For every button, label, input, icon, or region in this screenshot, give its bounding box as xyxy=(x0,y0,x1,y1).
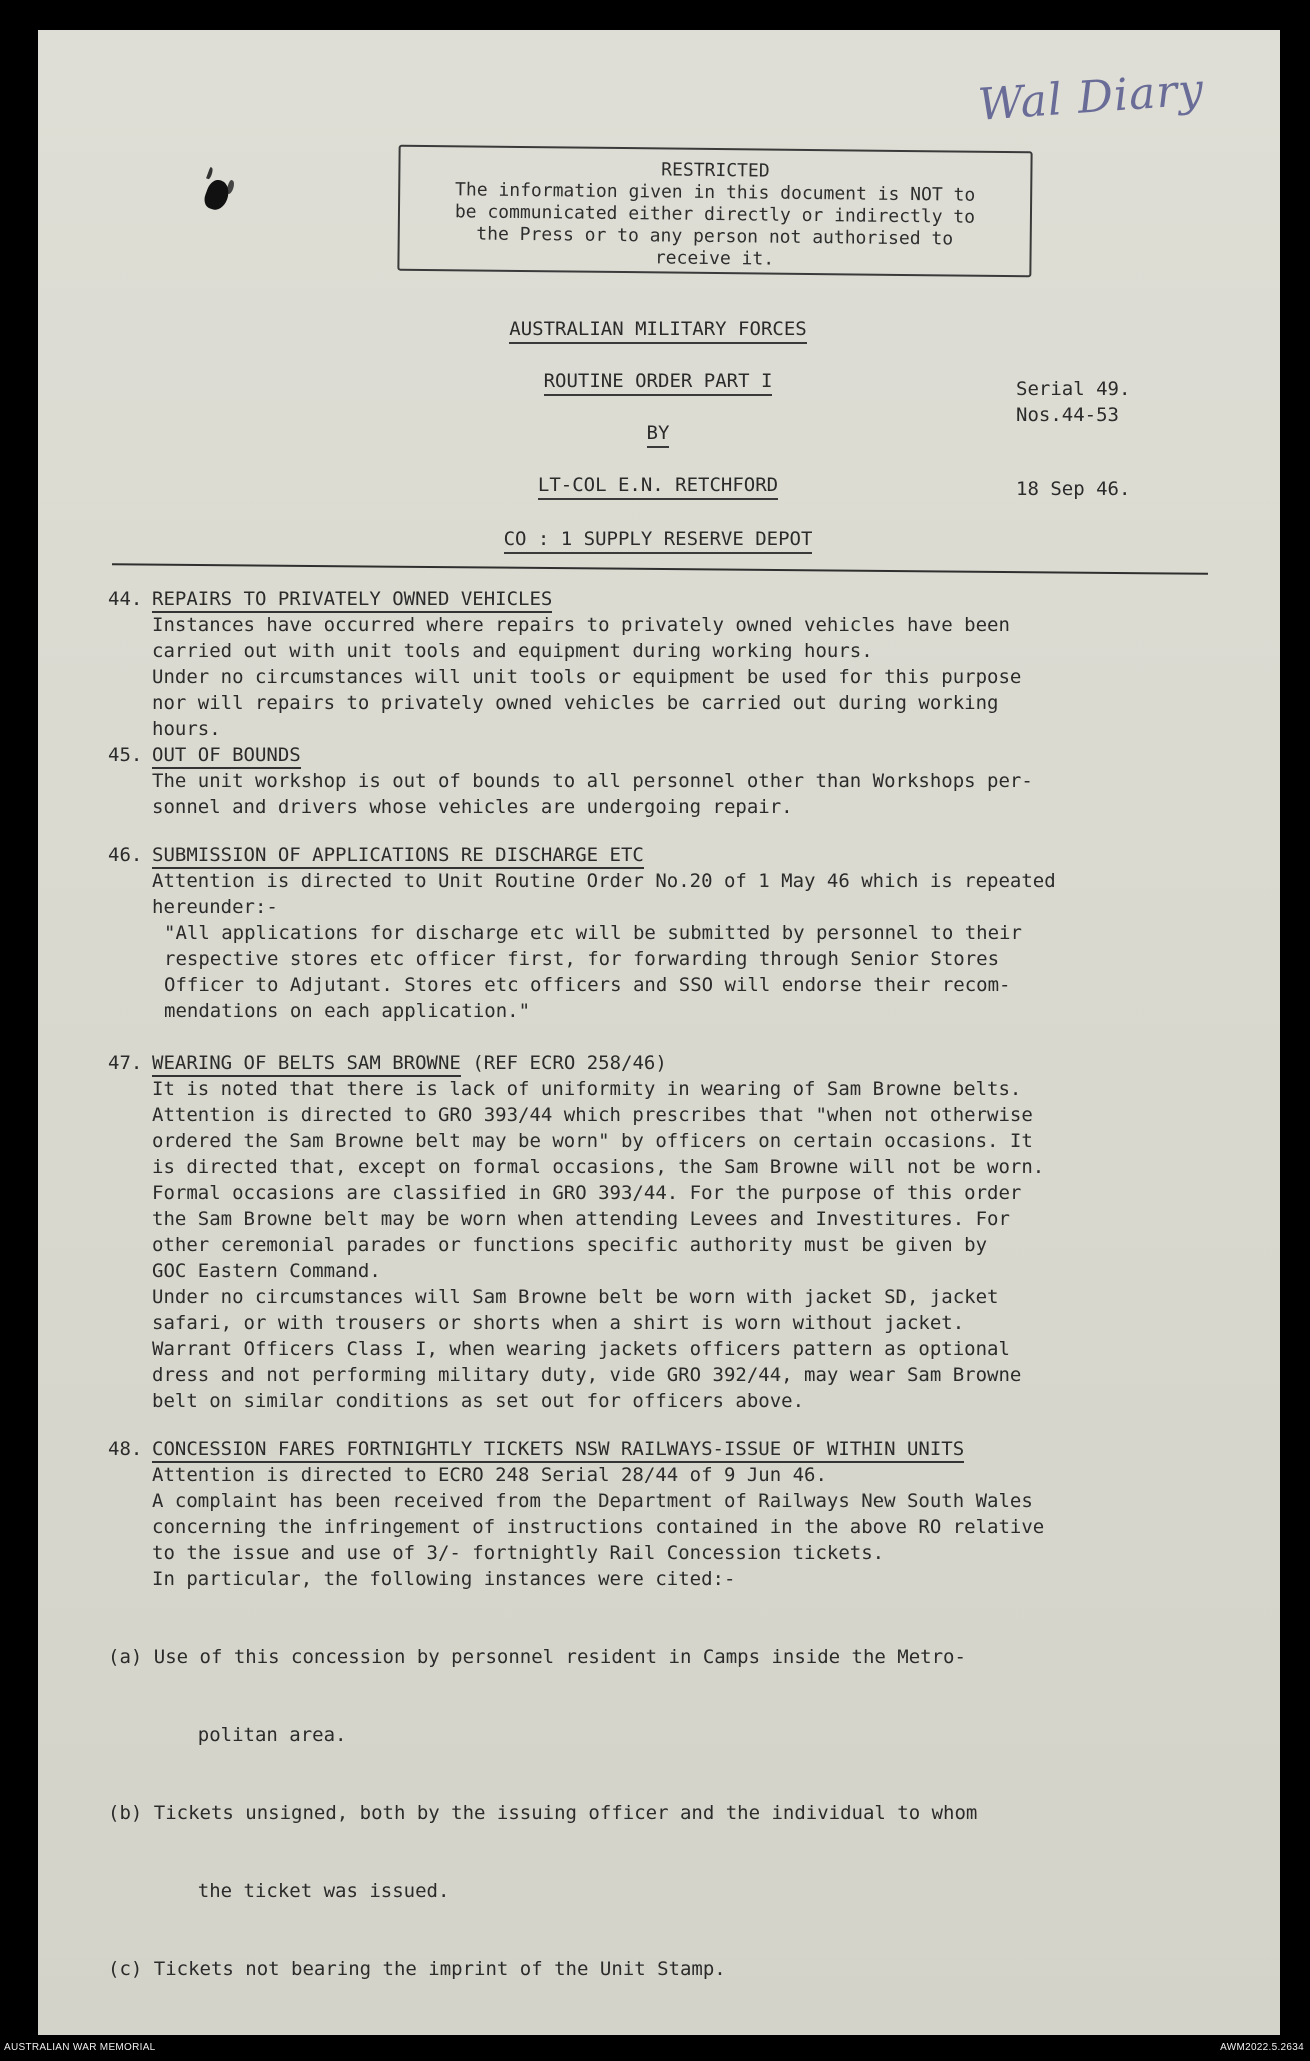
order-line: Under no circumstances will Sam Browne belt be worn with jacket SD, jacket xyxy=(152,1286,999,1308)
restricted-stamp xyxy=(397,145,1032,278)
stamp-title: RESTRICTED xyxy=(661,159,770,182)
paper-hole xyxy=(202,177,233,213)
order-line: GOC Eastern Command. xyxy=(152,1260,381,1282)
archive-credit: AUSTRALIAN WAR MEMORIAL xyxy=(4,2042,156,2053)
order-title: SUBMISSION OF APPLICATIONS RE DISCHARGE ETC xyxy=(152,842,644,868)
quoted-order xyxy=(152,920,1232,1024)
quote-line: Officer to Adjutant. Stores etc officers and SSO will endorse their recom- xyxy=(164,974,1011,996)
order-body xyxy=(152,768,1232,820)
order-line: nor will repairs to privately owned vehicles be carried out during working xyxy=(152,692,999,714)
document-page xyxy=(38,30,1280,2035)
order-body xyxy=(152,612,1232,742)
order-line: Warrant Officers Class I, when wearing jackets officers pattern as optional xyxy=(152,1338,1010,1360)
order-number: 44. xyxy=(108,588,143,610)
list-item: politan area. xyxy=(152,1724,347,1746)
serial-number: Serial 49. xyxy=(1016,378,1131,400)
order-line: Attention is directed to GRO 393/44 which prescribes that "when not otherwise xyxy=(152,1104,1033,1126)
order-number: 46. xyxy=(108,844,143,866)
instance-list xyxy=(108,1592,977,2034)
list-item: (b) Tickets unsigned, both by the issuing officer and the individual to whom xyxy=(108,1802,978,1824)
order-line: carried out with unit tools and equipment during working hours. xyxy=(152,640,873,662)
order-line: other ceremonial parades or functions specific authority must be given by xyxy=(152,1234,988,1256)
order-line: concerning the infringement of instructions contained in the above RO relative xyxy=(152,1516,1045,1538)
order-line: to the issue and use of 3/- fortnightly Rail Concession tickets. xyxy=(152,1542,885,1564)
order-title: CONCESSION FARES FORTNIGHTLY TICKETS NSW RAILWAYS-ISSUE OF WITHIN UNITS xyxy=(152,1436,964,1462)
quote-line: respective stores etc officer first, for forwarding through Senior Stores xyxy=(164,948,1000,970)
org-heading: AUSTRALIAN MILITARY FORCES xyxy=(418,318,898,340)
order-line: Attention is directed to ECRO 248 Serial 28/44 of 9 Jun 46. xyxy=(152,1464,827,1486)
list-item: the ticket was issued. xyxy=(152,1880,450,1902)
order-line: The unit workshop is out of bounds to all personnel other than Workshops per- xyxy=(152,770,1033,792)
officer-heading: LT-COL E.N. RETCHFORD xyxy=(418,474,898,496)
order-title: WEARING OF BELTS SAM BROWNE (REF ECRO 258/46) xyxy=(152,1050,667,1076)
stamp-line: receive it. xyxy=(654,247,775,270)
order-line: is directed that, except on formal occasions, the Sam Browne will not be worn. xyxy=(152,1156,1045,1178)
order-line: dress and not performing military duty, vide GRO 392/44, may wear Sam Browne xyxy=(152,1364,1022,1386)
order-number: 47. xyxy=(108,1052,143,1074)
order-title: OUT OF BOUNDS xyxy=(152,742,301,768)
quote-line: mendations on each application." xyxy=(164,1000,531,1022)
order-line: safari, or with trousers or shorts when a shirt is worn without jacket. xyxy=(152,1312,965,1334)
order-title: REPAIRS TO PRIVATELY OWNED VEHICLES xyxy=(152,586,552,612)
order-body xyxy=(152,1076,1232,1414)
order-number: 48. xyxy=(108,1438,143,1460)
list-item: (c) Tickets not bearing the imprint of the Unit Stamp. xyxy=(108,1958,726,1980)
order-heading: ROUTINE ORDER PART I xyxy=(418,370,898,392)
order-line: hours. xyxy=(152,718,221,740)
stamp-line: The information given in this document is NOT to xyxy=(455,179,976,206)
by-heading: BY xyxy=(418,422,898,444)
order-line: Under no circumstances will unit tools or equipment be used for this purpose xyxy=(152,666,1022,688)
unit-heading: CO : 1 SUPPLY RESERVE DEPOT xyxy=(418,528,898,550)
order-line: sonnel and drivers whose vehicles are undergoing repair. xyxy=(152,796,793,818)
archive-reference: AWM2022.5.2634 xyxy=(1220,2042,1304,2053)
order-date: 18 Sep 46. xyxy=(1016,478,1131,500)
order-body xyxy=(152,868,1232,1024)
handwritten-annotation: Wal Diary xyxy=(976,64,1206,131)
stamp-line: be communicated either directly or indirectly to xyxy=(454,201,976,228)
order-line: In particular, the following instances were cited:- xyxy=(152,1568,736,1590)
stamp-line: the Press or to any person not authorised to xyxy=(476,223,954,250)
list-item: (a) Use of this concession by personnel resident in Camps inside the Metro- xyxy=(108,1646,966,1668)
order-line: Formal occasions are classified in GRO 393/44. For the purpose of this order xyxy=(152,1182,1022,1204)
order-line: ordered the Sam Browne belt may be worn" by officers on certain occasions. It xyxy=(152,1130,1033,1152)
order-line: A complaint has been received from the Department of Railways New South Wales xyxy=(152,1490,1033,1512)
quote-line: "All applications for discharge etc will be submitted by personnel to their xyxy=(164,922,1022,944)
order-body xyxy=(152,1462,1232,1592)
order-line: Instances have occurred where repairs to privately owned vehicles have been xyxy=(152,614,1010,636)
order-reference: (REF ECRO 258/46) xyxy=(472,1052,667,1074)
header-rule xyxy=(112,563,1208,575)
order-numbers: Nos.44-53 xyxy=(1016,404,1119,426)
order-number: 45. xyxy=(108,744,143,766)
order-line: Attention is directed to Unit Routine Order No.20 of 1 May 46 which is repeated xyxy=(152,870,1056,892)
order-line: It is noted that there is lack of uniformity in wearing of Sam Browne belts. xyxy=(152,1078,1022,1100)
order-line: hereunder:- xyxy=(152,896,278,918)
order-line: the Sam Browne belt may be worn when attending Levees and Investitures. For xyxy=(152,1208,1010,1230)
order-line: belt on similar conditions as set out for officers above. xyxy=(152,1390,805,1412)
